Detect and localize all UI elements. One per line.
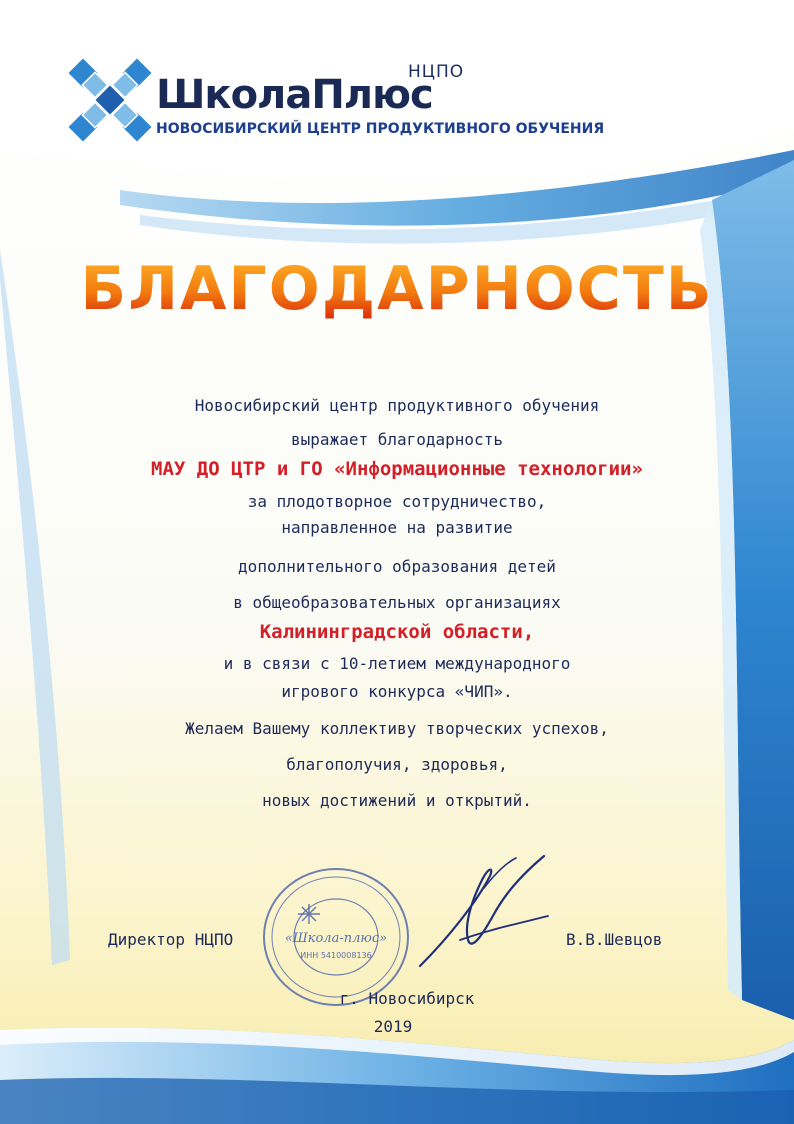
logo-subtitle: НОВОСИБИРСКИЙ ЦЕНТР ПРОДУКТИВНОГО ОБУЧЕНИЯ (156, 121, 605, 137)
body-line-anniversary: и в связи с 10-летием международного (223, 654, 571, 673)
director-position: Директор НЦПО (108, 930, 234, 949)
body-line-expresses: выражает благодарность (291, 430, 503, 449)
body-line-issuer: Новосибирский центр продуктивного обучения (194, 396, 600, 415)
body-line-wellbeing: благополучия, здоровья, (286, 755, 508, 774)
logo-abbreviation: НЦПО (408, 62, 465, 82)
certificate-title: БЛАГОДАРНОСТЬ (0, 254, 794, 324)
logo-block (68, 58, 605, 148)
cubes-logo-icon (68, 58, 152, 142)
footer-year: 2019 (373, 1017, 413, 1036)
body-line-education: дополнительного образования детей (238, 557, 556, 576)
body-line-cooperation: за плодотворное сотрудничество, (247, 492, 547, 511)
region-name: Калининградской области, (259, 621, 535, 643)
stamp-inn: ИНН 5410008136 (300, 951, 372, 960)
footer-city: г. Новосибирск (339, 989, 475, 1008)
body-line-directed: направленное на развитие (281, 518, 513, 537)
handwritten-signature (398, 848, 558, 978)
body-line-organizations: в общеобразовательных организациях (233, 593, 561, 612)
director-name: В.В.Шевцов (566, 930, 663, 949)
logo-name: ШколаПлюс (156, 72, 433, 118)
stamp-center-text: «Школа-плюс» (284, 931, 388, 946)
body-line-contest: игрового конкурса «ЧИП». (281, 682, 513, 701)
body-line-wishes: Желаем Вашему коллективу творческих успехов, (185, 719, 609, 738)
body-line-achievements: новых достижений и открытий. (262, 791, 532, 810)
recipient-name: МАУ ДО ЦТР и ГО «Информационные технологии» (151, 458, 643, 480)
